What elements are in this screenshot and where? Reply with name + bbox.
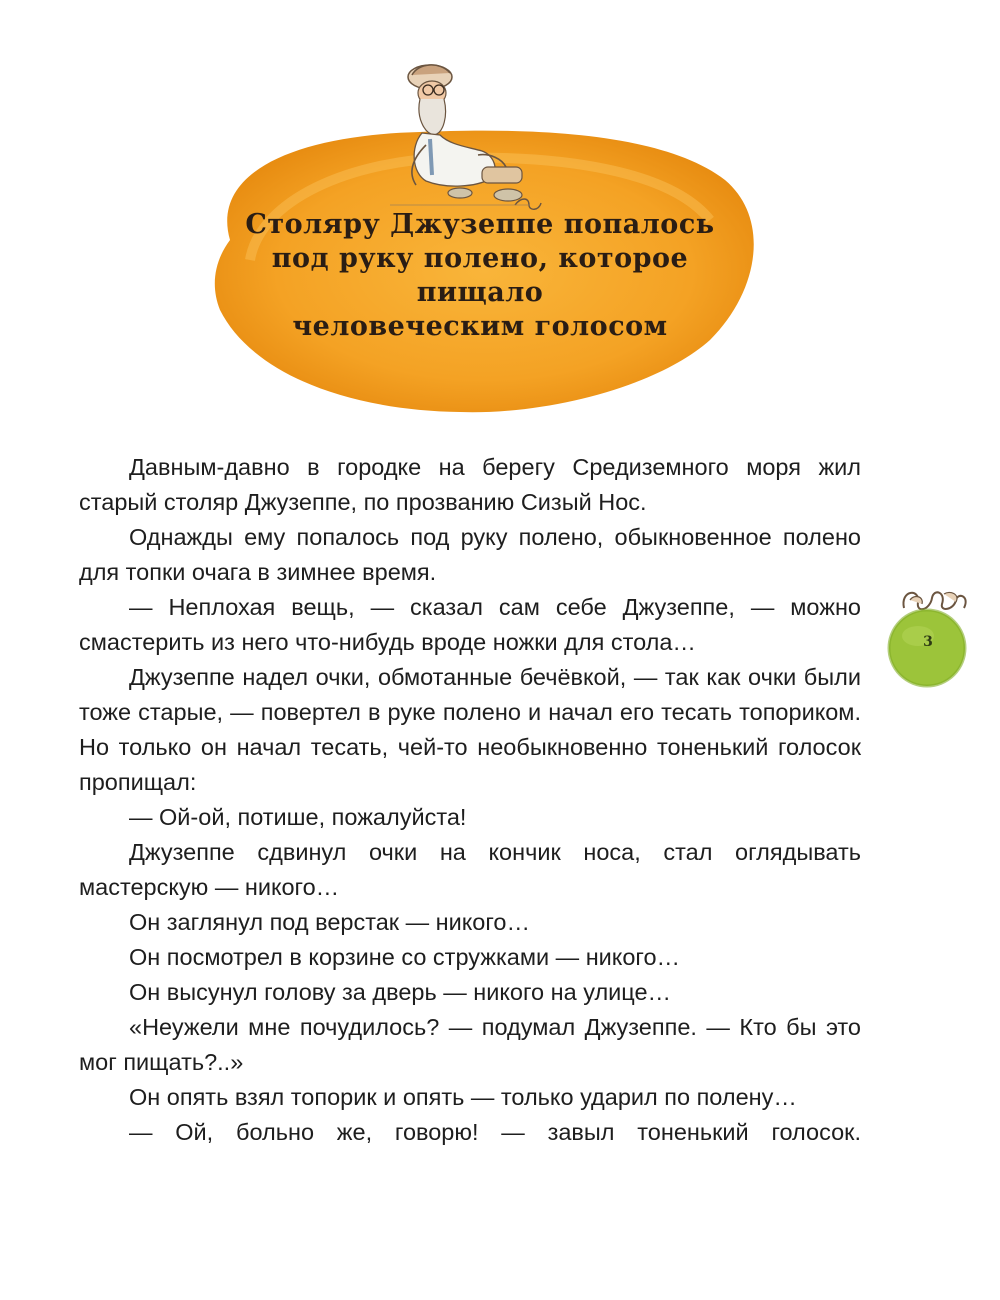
paragraph: Давным-давно в городке на берегу Средиземного моря жил старый столяр Джузеппе, по прозванию Сизый Нос. [79,454,861,515]
paragraph: «Неужели мне почудилось? — подумал Джузеппе. — Кто бы это мог пищать?..» [79,1014,861,1075]
paragraph: Однажды ему попалось под руку полено, обыкновенное полено для топки очага в зимнее время. [79,524,861,585]
paragraph: — Ой, больно же, говорю! — завыл тоненький голосок. [129,1119,861,1145]
paragraph: Он высунул голову за дверь — никого на улице… [129,979,672,1005]
paragraph: Он посмотрел в корзине со стружками — никого… [129,944,681,970]
paragraph: Джузеппе сдвинул очки на кончик носа, стал оглядывать мастерскую — никого… [79,839,861,900]
chapter-title-line: под руку полено, которое пищало [271,243,689,309]
chapter-title-line: человеческим голосом [292,311,668,343]
paragraph: Он заглянул под верстак — никого… [129,909,530,935]
paragraph: — Ой-ой, потише, пожалуйста! [129,804,467,830]
paragraph: — Неплохая вещь, — сказал сам себе Джузеппе, — можно смастерить из него что-нибудь вроде ножки для стола… [79,594,861,655]
chapter-title [210,208,750,344]
story-text [79,450,861,1150]
page-number: 3 [923,634,933,650]
paragraph: Он опять взял топорик и опять — только ударил по полену… [129,1084,797,1110]
paragraph: Джузеппе надел очки, обмотанные бечёвкой, — так как очки были тоже старые, — повертел в руке полено и начал его тесать топориком. Но только он начал тесать, чей-то необыкновенно тоненький голосок пропищал: [79,664,861,795]
chapter-title-line: Столяру Джузеппе попалось [245,209,715,240]
